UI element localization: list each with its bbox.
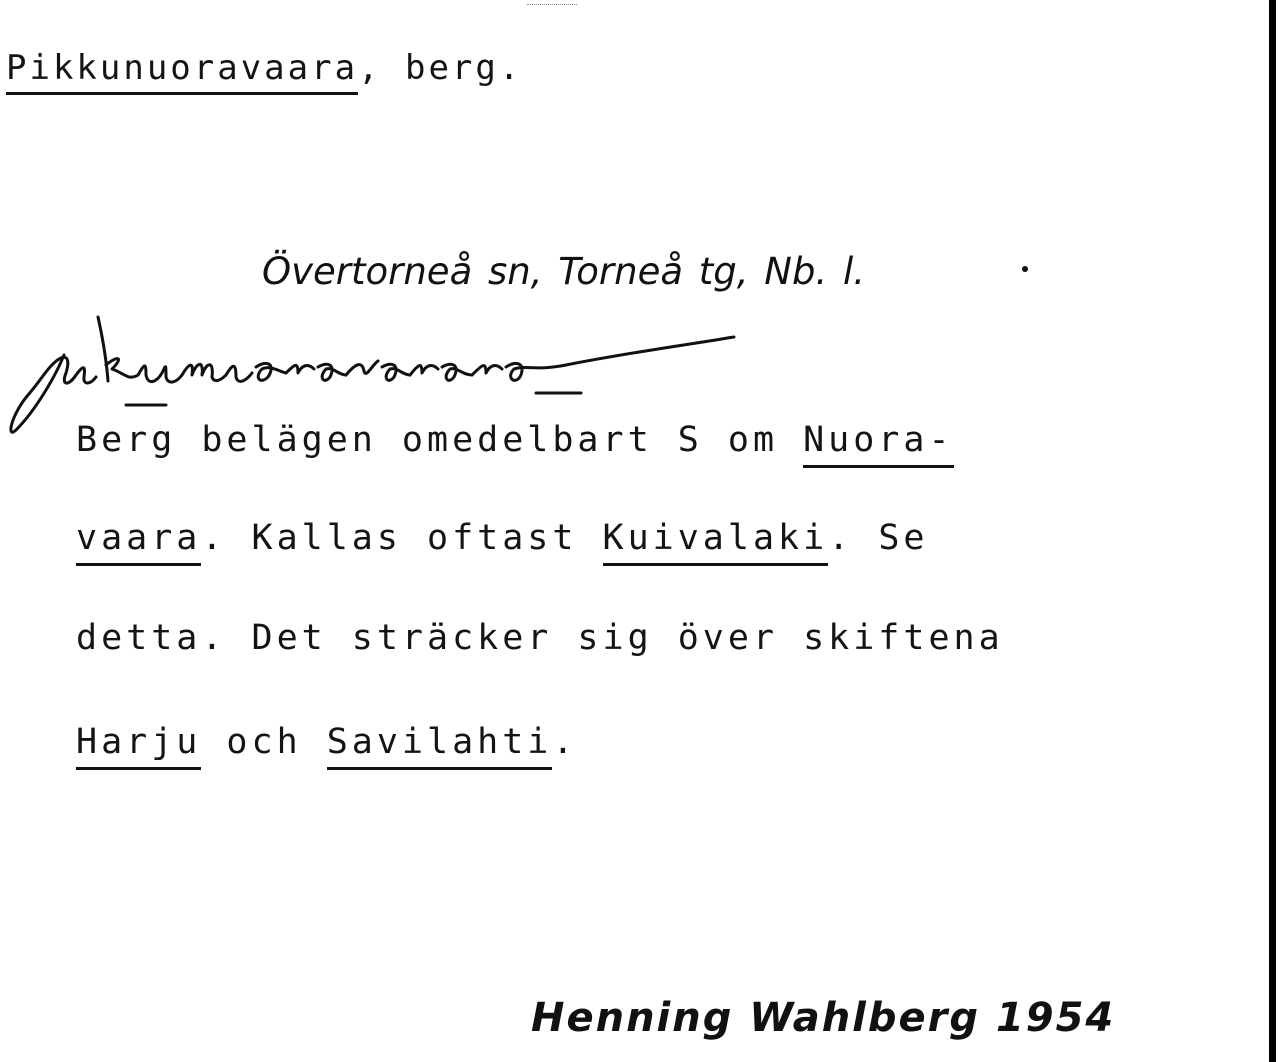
description-line-4 [76,722,577,762]
description-text: . Se [828,518,929,558]
stamp-dot-mark [1022,266,1028,272]
headword: Pikkunuoravaara [6,48,358,95]
place-reference-nuoravaara-cont: vaara [76,518,201,566]
place-reference-savilahti: Savilahti [327,722,553,770]
description-line-2 [76,518,928,558]
description-text: Berg belägen omedelbart S om [76,420,804,460]
description-line-3 [76,618,1004,658]
description-text: och [201,722,327,762]
collector-signature: Henning Wahlberg 1954 [531,995,1116,1041]
place-reference-harju: Harju [76,722,201,770]
card-edge-border [1269,0,1276,1062]
description-line-1 [76,420,954,460]
place-reference-kuivalaki: Kuivalaki [603,518,829,566]
headword-line [6,48,522,88]
place-reference-nuoravaara: Nuora- [803,420,953,468]
headword-suffix: , berg. [358,48,523,88]
description-text: . [552,722,578,762]
scan-artifact-dots [527,4,577,7]
parish-stamp: Övertorneå sn, Torneå tg, Nb. l. [262,250,866,293]
description-text: . Kallas oftast [201,518,603,558]
description-text: detta. Det sträcker sig över skiftena [76,618,1004,658]
